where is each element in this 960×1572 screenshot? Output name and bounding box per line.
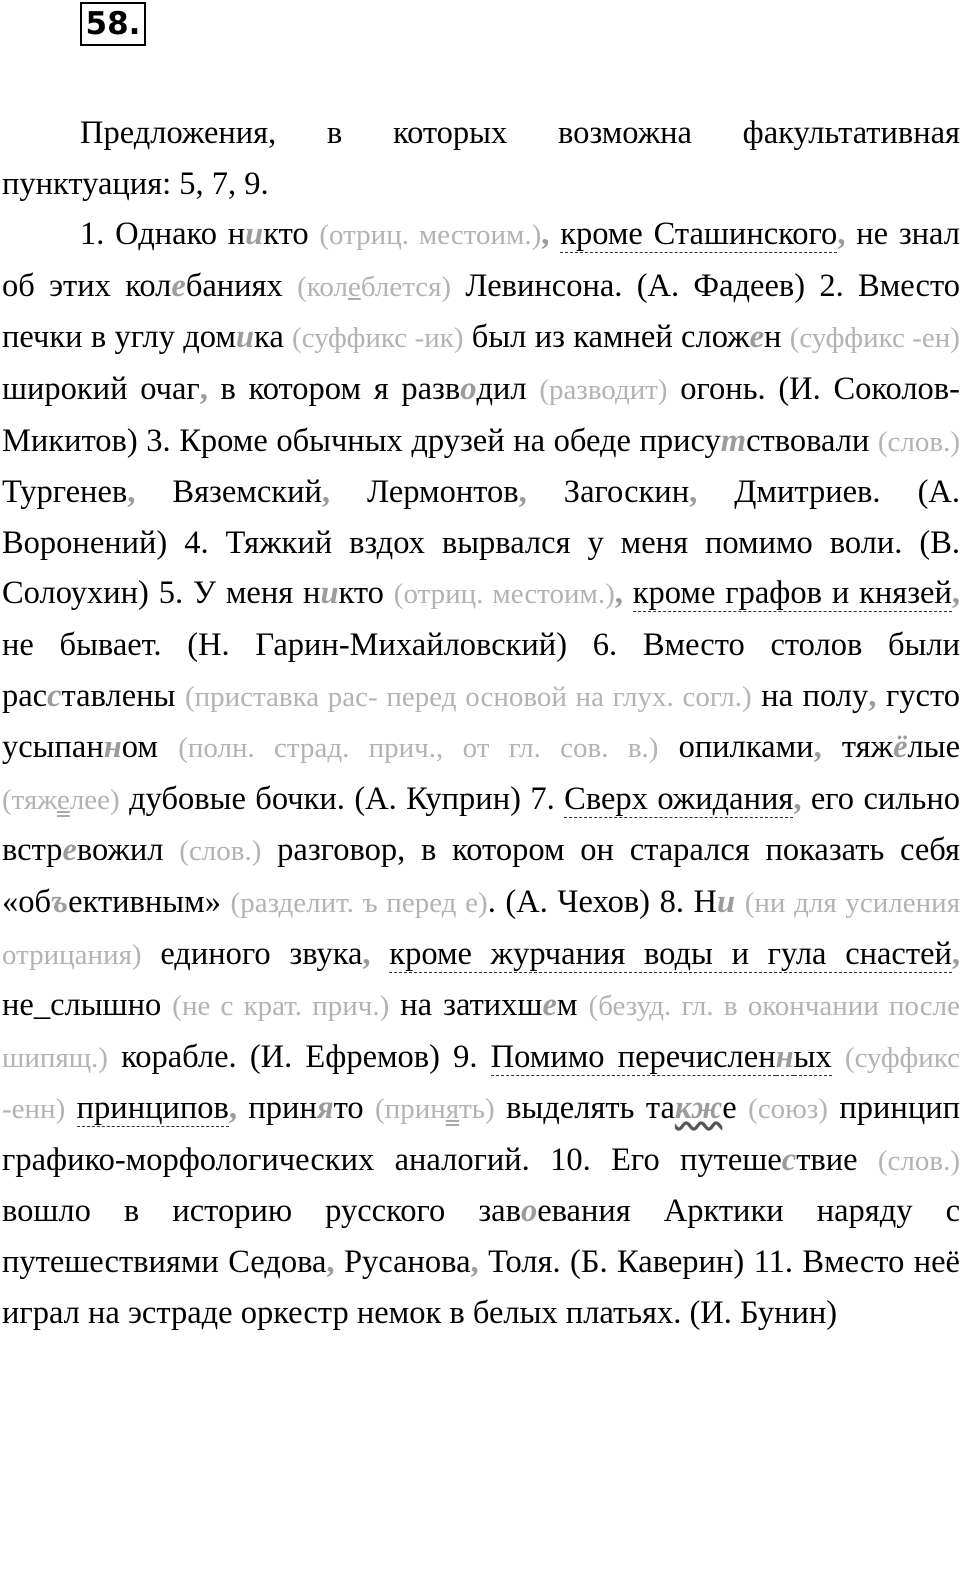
highlighted-letter: н xyxy=(775,1038,794,1075)
text-segment: н xyxy=(764,319,790,356)
underlined-phrase: Сверх ожидания xyxy=(564,780,794,817)
highlighted-letter: о xyxy=(460,370,477,407)
highlighted-letter: т xyxy=(720,422,747,459)
highlighted-letter: и xyxy=(235,319,255,356)
text-segment: огонь. (И. Соколов-Микитов) 3. Кроме обычных друзей на обеде прису xyxy=(2,370,960,459)
text-segment: твие xyxy=(796,1141,878,1178)
underlined-phrase: принципов xyxy=(76,1090,229,1127)
grammar-note: (ни для усиления отрицания) xyxy=(2,886,960,971)
grammar-note: (слов.) xyxy=(179,835,262,868)
text-segment: евания Арктики наряду с путешествиями Седова xyxy=(2,1193,960,1281)
highlighted-letter: е xyxy=(542,987,557,1024)
text-segment: корабле. (И. Ефремов) 9. xyxy=(107,1038,491,1075)
grammar-note: (суффикс -ик) xyxy=(292,322,464,355)
text-segment: ка xyxy=(254,319,293,356)
text-segment: опилками xyxy=(658,729,814,766)
text-segment: баниях xyxy=(185,267,298,304)
text-segment: в котором я разв xyxy=(207,370,461,407)
grammar-note: (союз) xyxy=(748,1093,828,1126)
text-segment: кто xyxy=(338,575,394,612)
highlighted-letter: я xyxy=(316,1090,334,1127)
text-segment xyxy=(623,575,633,611)
grammar-note: блется) xyxy=(360,270,452,303)
highlighted-letter: е xyxy=(171,267,186,304)
highlighted-punctuation: , xyxy=(127,474,136,511)
highlighted-punctuation: , xyxy=(614,575,623,612)
grammar-note: (приставка рас- перед основой на глух. согл.) xyxy=(184,680,752,713)
text-segment: вожил xyxy=(76,832,180,869)
text-segment: не_слышно xyxy=(2,987,173,1024)
highlighted-letter: о xyxy=(520,1193,538,1230)
grammar-note: ть) xyxy=(459,1093,495,1126)
exercise-text xyxy=(2,108,960,1338)
underlined-phrase: ых xyxy=(793,1038,832,1075)
grammar-note: е xyxy=(56,783,70,816)
underlined-phrase: кроме Сташинского xyxy=(560,216,838,253)
text-segment xyxy=(371,936,390,972)
text-segment: 1. Однако н xyxy=(80,216,246,253)
text-segment xyxy=(549,216,560,252)
text-segment: Левинсона. (А. Фадеев) 2. Вместо печки в углу дом xyxy=(2,267,960,356)
highlighted-letter: с xyxy=(47,677,62,714)
highlighted-punctuation: , xyxy=(470,1244,479,1281)
text-segment: Предложения, в которых возможна факультативная пунктуация: 5, 7, 9. xyxy=(2,115,960,202)
grammar-note: (суффикс -енн) xyxy=(2,1041,960,1126)
highlighted-punctuation: , xyxy=(951,575,960,612)
text-segment: не знал об этих кол xyxy=(2,216,960,304)
text-segment: ствовали xyxy=(746,422,878,459)
highlighted-punctuation: , xyxy=(518,474,527,511)
text-segment: вошло в историю русского зав xyxy=(2,1193,521,1230)
grammar-note: (отриц. местоим.) xyxy=(319,219,542,252)
text-segment: прин xyxy=(236,1090,317,1127)
text-segment: широкий очаг xyxy=(2,370,200,407)
text-segment: м xyxy=(556,987,589,1024)
highlighted-punctuation: , xyxy=(689,474,698,511)
text-segment: Дмитриев. (А. Воронений) 4. Тяжкий вздох вырвался у меня помимо воли. (В. Солоухин) 5. У меня н xyxy=(2,474,960,612)
text-segment: ективным» xyxy=(68,883,231,920)
highlighted-punctuation: , xyxy=(541,216,550,253)
text-segment: на затихш xyxy=(389,987,543,1024)
grammar-note: (не с крат. прич.) xyxy=(172,990,390,1023)
grammar-note: (суффикс -ен) xyxy=(789,322,960,355)
highlighted-letter: с xyxy=(781,1141,797,1178)
grammar-note: (безуд. гл. в окончании после шипящ.) xyxy=(2,990,960,1074)
highlighted-letter: е xyxy=(749,319,765,356)
grammar-note: я xyxy=(445,1093,460,1126)
text-segment: принцип графико-морфологических аналогий. 10. Его путеше xyxy=(2,1090,960,1178)
text-segment: е xyxy=(722,1090,749,1127)
highlighted-letter: и xyxy=(320,575,339,612)
highlighted-letter: и xyxy=(245,216,264,253)
text-segment: дил xyxy=(476,370,540,407)
text-segment xyxy=(735,884,745,920)
highlighted-punctuation: , xyxy=(326,1244,335,1281)
highlighted-punctuation: , xyxy=(199,370,208,407)
text-segment xyxy=(832,1039,845,1075)
highlighted-punctuation: , xyxy=(321,474,330,511)
highlighted-letter: е xyxy=(62,832,77,869)
exercise-number: 58. xyxy=(80,2,146,46)
grammar-note: (слов.) xyxy=(877,425,960,458)
text-segment xyxy=(65,1090,76,1126)
underlined-phrase: Помимо перечислен xyxy=(490,1038,776,1075)
text-segment: тяж xyxy=(821,729,894,766)
text-segment: лые xyxy=(907,729,960,766)
grammar-note: е xyxy=(347,270,361,303)
text-segment: Русанова xyxy=(334,1244,471,1281)
grammar-note: (кол xyxy=(297,270,348,303)
text-segment: его сильно встр xyxy=(2,780,960,869)
highlighted-punctuation: , xyxy=(813,729,822,766)
text-segment: дубовые бочки. (А. Куприн) 7. xyxy=(119,780,565,817)
text-segment: выделять та xyxy=(494,1090,675,1127)
text-segment: разговор, в котором он старался показать себя «об xyxy=(2,832,960,920)
highlighted-punctuation: , xyxy=(951,935,960,972)
highlighted-punctuation: , xyxy=(793,780,802,817)
highlighted-letter: ё xyxy=(893,729,908,766)
text-segment: Загоскин xyxy=(526,474,690,511)
intro-paragraph xyxy=(2,108,960,209)
text-segment: то xyxy=(333,1090,376,1127)
text-segment: был из камней слож xyxy=(463,319,750,356)
grammar-note: (слов.) xyxy=(877,1144,960,1177)
highlighted-punctuation: , xyxy=(837,216,846,253)
text-segment: не бывает. (Н. Гарин-Михайловский) 6. Вместо столов были рас xyxy=(2,626,960,714)
highlighted-punctuation: , xyxy=(228,1090,237,1127)
underlined-phrase: кроме журчания воды и гула снастей xyxy=(389,935,952,972)
grammar-note: (прин xyxy=(375,1093,446,1126)
text-segment: ом xyxy=(121,729,179,766)
grammar-note: (разделит. ъ перед е) xyxy=(230,886,488,919)
highlighted-punctuation: , xyxy=(362,935,371,972)
highlighted-punctuation: , xyxy=(868,677,877,714)
text-segment: Вяземский xyxy=(135,474,322,511)
text-segment: Толя. (Б. Каверин) 11. Вместо неё играл на эстраде оркестр немок в белых платьях. (И. Бунин) xyxy=(2,1244,960,1331)
grammar-note: (полн. страд. прич., от гл. сов. в.) xyxy=(178,732,659,765)
grammar-note: (тяж xyxy=(2,783,57,816)
text-segment: Тургенев xyxy=(2,474,128,511)
text-segment: Лермонтов xyxy=(329,474,519,511)
text-segment: тавлены xyxy=(61,677,185,714)
text-segment: густо усыпан xyxy=(2,677,960,766)
text-segment: единого звука xyxy=(141,935,363,972)
grammar-note: (отриц. местоим.) xyxy=(393,578,615,611)
grammar-note: (разводит) xyxy=(539,373,668,406)
text-segment: кто xyxy=(263,216,320,253)
highlighted-letter: ъ xyxy=(51,883,69,920)
answer-paragraph xyxy=(2,209,960,1338)
highlighted-letter: кж xyxy=(674,1090,723,1127)
grammar-note: лее) xyxy=(69,783,120,816)
underlined-phrase: кроме графов и князей xyxy=(632,575,952,612)
highlighted-letter: н xyxy=(103,729,122,766)
text-segment: на полу xyxy=(751,677,869,714)
highlighted-letter: и xyxy=(717,883,736,920)
text-segment: . (А. Чехов) 8. Н xyxy=(487,883,718,920)
